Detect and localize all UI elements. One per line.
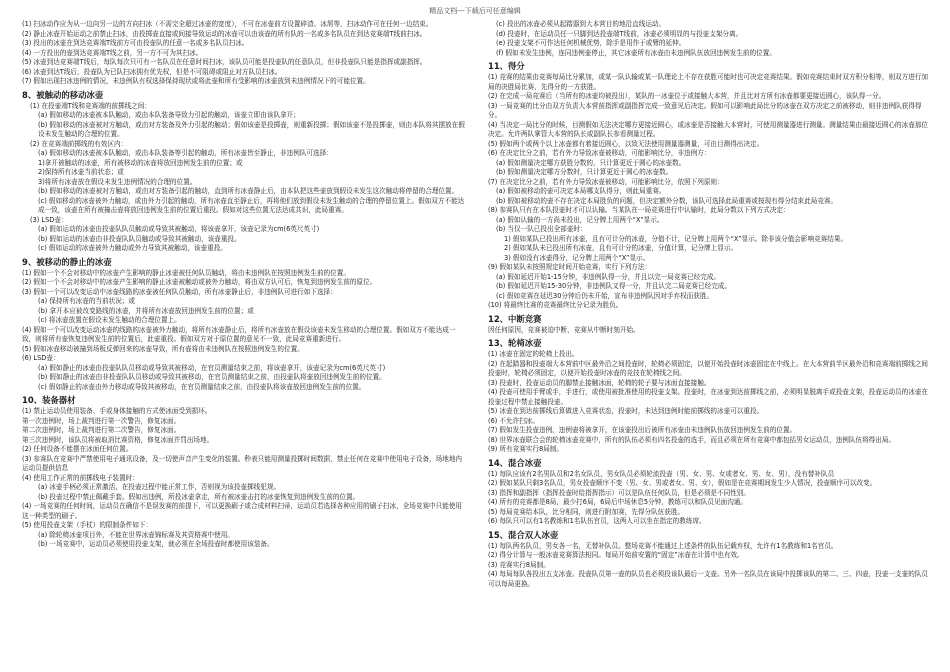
right-column xyxy=(488,20,933,589)
paragraph: (5) 使用投壶支架（手杖）的限制条件如下： xyxy=(22,521,153,529)
paragraph: (4) 当决定一局比分的时候，目测假如无法决定哪方更接近圆心，或冰壶是否接触大本营时，可使用测量器进行测量。测量结果由最接近圆心的冰壶那位决定。允许两队掌管大本营的队长或副队长参看测量过程。 xyxy=(488,120,929,138)
paragraph: (5) 冰壶在到达前掷线后算做进入竞赛状态，投壶时，未达到违例时能前掷线的冰壶可以重投。 xyxy=(488,407,764,415)
paragraph: (a) 假如移动的冰壶被本队触动，或由本队装备等引起的触动，所有冰壶皆至静止，非违例队可选择： xyxy=(38,149,333,157)
paragraph: 第三次违例时，该队员将被取消比赛资格，修复冰面并罚出场地。 xyxy=(22,435,214,444)
paragraph: 因任何原因，竞赛被迫中断，竞赛从中断时刻开始。 xyxy=(488,325,640,334)
paragraph: (4) 所有的竞赛都是8局，最少打6局，6局后中场休息5分钟，教练可以和队员见面沟通。 xyxy=(488,498,747,506)
section-heading: 15、混合双人冰壶 xyxy=(488,529,559,540)
paragraph: (1) 假如一个不会对移动中的冰壶产生影响的静止冰壶被任何队员触动，将由未违例队在按照违例发生前的位置。 xyxy=(22,268,350,277)
paragraph: (a) 假如测量决定哪方获胜分数的，只计算更近于圆心的冰壶数。 xyxy=(496,158,686,167)
paragraph: (9) 所有竞赛实行8局制。 xyxy=(488,445,563,453)
paragraph: (c) 假如移动的冰壶被外力触动，或由外力引起的触动，所有冰壶直至静止后，再将他们放到假设未发生触动的合理的停留位置上。假如双方不能达成一致，该壶在所有被撞击壶将放回违例发生前的位置后重投。假如对这些位置无法达成共识，此局重赛。 xyxy=(38,196,465,214)
paragraph: (3) 指挥和副指挥（指挥投壶时给指挥指示）可以是队伍任何队员，但是必须是不同性别。 xyxy=(488,488,750,497)
paragraph: (4) 投壶可使用手臂或手，手进行，或使用被批准使用的投壶支架。投壶时，在冰壶到达前掷线之前，必须明显脱离手或投壶支架，投壶运动员的冰壶在投壶过程中禁止接触投壶。 xyxy=(488,388,929,406)
paragraph: (3) 投出的冰壶在到达竞赛端T线前方可由投壶队的任意一名或多名队员扫冰。 xyxy=(22,39,249,47)
paragraph: (1) 竞赛的结果由竞赛每局比分累加，或某一队认输或某一队理论上不存在获胜可能时也可决定竞赛结果。假如竞赛结束时双方积分相等，则双方进行加局的决胜局比赛，先得分的一方获胜。 xyxy=(488,73,929,91)
paragraph: (e) 投壶支架不可作达任何机械优势，除手是用作于或臂的延伸。 xyxy=(496,39,686,47)
paragraph: (6) 在决定比分之前，若有外力导致冰壶被移动，可能影响比分，非违例方： xyxy=(488,149,711,157)
paragraph: (d) 投壶时，在运动员任一只脚到达投壶端T线前，冰壶必须明显的与投壶支架分离。 xyxy=(496,29,743,38)
paragraph: (b) 假如测量决定哪方分数时，只计算更近于圆心的冰壶数。 xyxy=(496,168,673,176)
paragraph: (1) 冰壶在固定的轮椅上投出。 xyxy=(488,350,579,358)
paragraph: (10) 将最终比赛的竞赛最终比分记录为胜负。 xyxy=(488,301,623,309)
paragraph: 3)将所有冰壶放在假设未发生违例情况的合理的位置。 xyxy=(38,177,197,186)
section-heading: 10、装备器材 xyxy=(22,395,76,405)
paragraph: (1) 每队两名队员，男女各一名，无替补队员。整场竞赛不能通过上述条件的队伍记载弃权，允许有1名教练和1名官员。 xyxy=(488,541,838,550)
paragraph: (4) 每局每队各投出五支冰壶。投壶队员第一壶的队员也必须投该队最后一支壶。另外一名队员在该局中投掷该队的第二、三、四壶，投壶一支壶的队员可以每局更换。 xyxy=(488,570,929,588)
paragraph: (a) 假如运动的冰壶由投壶队队员触动或导致其被触动，将该壶拿开，该壶记录为cm(6英尺英寸) xyxy=(38,225,320,233)
paragraph: (2) 在起踏器和投壶端大本营前中区最外沿之间投壶时，轮椅必须固定，以便开始投壶时冰壶固定在中线上。在大本营前半区最外沿和竞赛端前掷线之间投壶时，轮椅必须固定，以便开始投壶时冰壶的竞技在轮椅线之间。 xyxy=(488,359,929,377)
paragraph: (1) 在投壶端T线和竞赛端的前掷线之间： xyxy=(30,101,151,110)
paragraph: (c) 假如竞赛在延迟30分钟后仍未开始，宣布非违例队因对手弃权而获胜。 xyxy=(496,291,714,300)
section-heading: 12、中断竞赛 xyxy=(488,313,542,324)
paragraph: (3) 竞赛实行8局制。 xyxy=(488,560,550,569)
paragraph: (c) 假如运动的冰壶被外力触动或外力导致其被触动，该壶重投。 xyxy=(38,244,227,252)
paragraph: (b) 假如移动的冰壶被对方触动，或由对方装备引起的触动，直到所有冰壶静止后，由本队把这些壶放到假设未发生这次触动将停留的合理位置。 xyxy=(38,187,459,195)
paragraph: (2) 假如一个不会对移动中的冰壶产生影响的静止冰壶被触动或被外力触动，将由双方认可后，恢复到违例发生前的原位。 xyxy=(22,278,377,286)
paragraph: 3) 假如没有冰壶得分，记分牌上用两个“X”显示。 xyxy=(504,253,650,262)
paragraph: (2) 在完成一局竞赛后（当所有的冰壶均被投出），某队的一冰壶位于或接触大本营，并且比对方所有冰壶都要更接近圆心，该队得一分。 xyxy=(488,92,886,100)
section-heading: 11、得分 xyxy=(488,61,525,71)
paragraph: (b) 假如被移动的壶不存在决定本局胜负的问题，但决定额外分数，该队可选择此局重赛或按现有得分结束此局竞赛。 xyxy=(496,196,838,205)
paragraph: (2) 任何设备不能摆在冰面任何位置。 xyxy=(22,445,133,453)
paragraph: (b) 当仅一队已投出全部壶时： xyxy=(496,225,587,233)
paragraph: (c) 投出的冰壶必须从起踏器到大本营目的地沿直线运动。 xyxy=(496,20,666,28)
left-column xyxy=(22,20,467,550)
paragraph: (6) 冰壶到达T线后，投壶队为已队扫冰拥有优先权，但是不可阻碍或阻止对方队员扫冰。 xyxy=(22,67,282,76)
paragraph: (7) 假如出现扫冰违例的情况，未违例队有权选择保持现状或将此壶和所有受影响的冰壶放到未违例情况下的可能位置。 xyxy=(22,77,370,85)
paragraph: (b) 一场竞赛中，运动员必须使用投壶支架，就必须在全场投壶时都使用该装备。 xyxy=(38,540,274,548)
section-heading: 9、被移动的静止的冰壶 xyxy=(22,256,112,267)
paragraph: (3) LSD壶： xyxy=(30,215,68,224)
paragraph: (a) 假如静止的冰壶由投壶队队员移动或导致其被移动，在官员测量结束之前，将该壶拿开，该壶记录为cm(6英尺英寸) xyxy=(38,363,386,372)
paragraph: (2) 假如某队只剩3名队员，男女投壶顺序不变（男、女、男或者女、男、女），假如是在竞赛期间发生少人情况，投壶顺序可以改变。 xyxy=(488,479,877,487)
paragraph: (a) 除轮椅冰壶项目外，不能在世界冰壶锦标赛及其资格赛中使用。 xyxy=(38,530,234,539)
paragraph: (3) 一局竞赛的比分由双方负责大本营前指挥或副指挥完成一致意见后决定。假如可以影响此局比分的冰壶在双方决定之前被移动，则非违例队获得得分。 xyxy=(488,101,922,119)
paragraph: (5) 假如两个或两个以上冰壶都有着接近圆心，以致无法使用测量器测量，可由目测得出决定。 xyxy=(488,139,764,148)
paragraph: (8) 参赛队只有在本队投壶时才可以认输。当某队在一局竞赛进行中认输时，此局分数以下列方式决定： xyxy=(488,206,790,214)
section-heading: 13、轮椅冰壶 xyxy=(488,338,542,348)
paragraph: (a) 冰壶手柄必须正常激活，在投壶过程中能正常工作，否则视为该投壶掷线犯规。 xyxy=(38,483,281,491)
paragraph: (4) 一方投出的壶到达竞赛端T线之前，另一方不可为其扫冰。 xyxy=(22,48,203,57)
paragraph: (b) 假如延迟开始15-30分钟，非违例队又得一分，并且认完二局竞赛已经完成。 xyxy=(496,282,731,290)
paragraph: (4) 假如一个可以改变运动冰壶的线路的冰壶被外力触动，将所有冰壶静止后，将所有冰壶放在假设该壶未发生移动的合理位置。假如双方不能达成一致，则将所有壶恢复违例发生前的位置后，此壶重投。假如双方对于原位置的意见不一致，此局竞赛重新进行。 xyxy=(22,325,456,343)
paragraph: 2)保持所有冰壶当前状态；或 xyxy=(38,168,124,176)
paragraph: (b) 投壶过程中禁止佩戴手套。假如出违例，所投冰壶拿走，所有被冰壶击打的冰壶恢复到违例发生前的位置。 xyxy=(38,492,360,501)
paragraph: 1) 假如某队已投出所有冰壶，且有可计分的冰壶，分值不计，记分牌上用两个“X”显示。除非该分值会影响竞赛结果。 xyxy=(504,234,848,243)
paragraph: (a) 假如移动的冰壶被本队触动，或由本队装备导致力引起的触动，该壶立即由该队拿开； xyxy=(38,111,300,119)
paragraph: (3) 参赛队在竞赛中严禁使用电子通讯设备，及一切使声音产生变化的装置。秒表只能用测量投掷时间数据，禁止任何在竞赛中使用电子设备，场地地内运动员提供信息 xyxy=(22,454,463,472)
paragraph: (5) 假如冰壶移动被撞到场板反弹回来的冰壶导致，所有壶将由未违例队在按照违例发生的位置。 xyxy=(22,344,304,353)
paragraph: (1) 每队应该有2名男队员和2名女队员，男女队员必须轮流投壶（男、女、男、女或者女、男、女、男），没有替补队员 xyxy=(488,469,835,478)
paragraph: (6) LSD壶： xyxy=(22,354,60,362)
paragraph: (b) 拿开本应被改变路线的冰壶，并将所有冰壶放回违例发生前的位置；或 xyxy=(38,306,254,315)
paragraph: (2) 静止冰壶开始运动之前禁止扫冰，由投掷壶直接或间接导致运动的冰壶可以由该壶的所有队的一名或多名队员在到达竞赛端T线前扫冰。 xyxy=(22,29,427,38)
paragraph: (7) 假如发生投壶违例，违例壶将被拿开，在该壶投出后被所有冰壶由未违例队伍放回违例发生前的位置。 xyxy=(488,426,797,434)
paragraph: (f) 假如未发生违例，连同违例壶停止，其它冰壶所有冰壶由未违例队伍放回违例发生前的位置。 xyxy=(496,48,776,57)
paragraph: (3) 投壶时，投壶运动员的脚禁止接触冰面，轮椅的轮子要与冰面直接接触。 xyxy=(488,378,711,387)
paragraph: (2) 在竞赛端前掷线的有效区内： xyxy=(30,139,128,148)
paragraph: 2) 假如某队未已投出所有冰壶，且有可计分的冰壶，分值计算，记分牌上显示。 xyxy=(504,244,738,252)
paragraph: (6) 每队只可以有1名教练和1名队伍官员，这两人可以坐在指定的教练席。 xyxy=(488,517,706,525)
page-header: 精品文档---下载后可任意编辑 xyxy=(429,7,521,15)
paragraph: (6) 不允许扫冰。 xyxy=(488,416,539,425)
paragraph: (c) 将冰壶放置在假设未发生触动的合理位置上。 xyxy=(38,316,181,324)
paragraph: 1)拿开被触动的冰壶，所有被移动的冰壶将放回违例发生前的位置；或 xyxy=(38,158,243,167)
paragraph: (b) 假如移动的冰壶被对方触动，或由对方装备及外力引起的触动；假如该壶是投掷壶，则重新投掷；假如该壶不是投掷壶，则由本队将其摆放在假设未发生触动的合理的位置。 xyxy=(38,120,465,138)
paragraph: (1) 扫冰动作应为从一边向另一边的方向扫冰（不需完全超过冰壶的宽度），不可在冰壶前方设置碎渣、冰屑等，扫冰动作可在任何一边结束。 xyxy=(22,20,433,28)
paragraph: (a) 假如被移动的壶可决定本局哪支队得分，则此局重赛。 xyxy=(496,187,666,195)
paragraph: 第一次违例时，场上裁判进行第一次警告，修复冰面。 xyxy=(22,416,181,425)
paragraph: (4) 一场竞赛的任何时间，运动员在确信不是误发赛的前提下，可以更换刷子或合成材料扫帚，运动员若选择各种应用的刷子扫冰，全场竞赛中只能使用这一种类型的刷子。 xyxy=(22,502,463,520)
paragraph: (b) 假如运动的冰壶由非投壶队队员触动或导致其被触动，该壶重投。 xyxy=(38,234,241,243)
paragraph: (5) 每局竞赛给本队，比分相同，则进行附加赛，先得分队伍获胜。 xyxy=(488,507,685,516)
paragraph: (9) 假如某队未按照规定时间开始竞赛，实行下列方法： xyxy=(488,263,652,271)
paragraph: (4) 使用工作正常的前掷线电子装置时： xyxy=(22,473,139,482)
paragraph: (a) 假如认输的一方尚未投出，记分牌上用两个“X”显示。 xyxy=(496,215,664,224)
paragraph: (7) 在决定比分之前，若有外力导致冰壶被移动，可能影响比分，依照下列原则： xyxy=(488,177,724,186)
paragraph: (b) 假如静止的冰壶由非投壶队队员移动或导致其被移动，在官员测量结束之前，由投壶队将壶放回违例发生前的位置。 xyxy=(38,373,386,381)
paragraph: (1) 禁止运动员使用装备、手或身体接触的方式使冰面受到损坏。 xyxy=(22,407,212,415)
section-heading: 14、混合冰壶 xyxy=(488,457,542,468)
paragraph: (8) 世界冰壶联合会的轮椅冰壶竞赛中，所有的队伍必须有四名投壶的选手，而且必须在所有竞赛中都包括男女运动员，违例队伍将得出局。 xyxy=(488,435,896,444)
paragraph: (a) 假如延迟开始1-15分钟，非违例队得一分，并且以完一局竞赛已经完成。 xyxy=(496,272,721,281)
paragraph: (2) 得分计算与一般冰壶竞赛算法相同。每局开始前安置的“固定”冰壶在计算中也有效。 xyxy=(488,551,744,559)
paragraph: (c) 假如静止的冰壶由外力移动或导致其被移动，在官员测量结束之前，由投壶队将该壶放回违例发生前的位置。 xyxy=(38,382,366,391)
paragraph: (5) 冰壶到达竞赛端T线后，每队每次只可有一名队员在任意时间扫冰，该队员可能是投壶队的任意队员，但非投壶队只能是指挥或副指挥。 xyxy=(22,58,427,66)
paragraph: (a) 保持所有冰壶的当前状况；或 xyxy=(38,297,135,305)
paragraph: 第二次违例时，场上裁判进行第二次警告，修复冰面。 xyxy=(22,426,181,434)
section-heading: 8、被触动的移动冰壶 xyxy=(22,89,104,100)
paragraph: (3) 假如一个可以改变运动中冰壶线路的冰壶被任何队员触动，所有冰壶静止后，非违例队可进行如下选择： xyxy=(22,287,337,296)
